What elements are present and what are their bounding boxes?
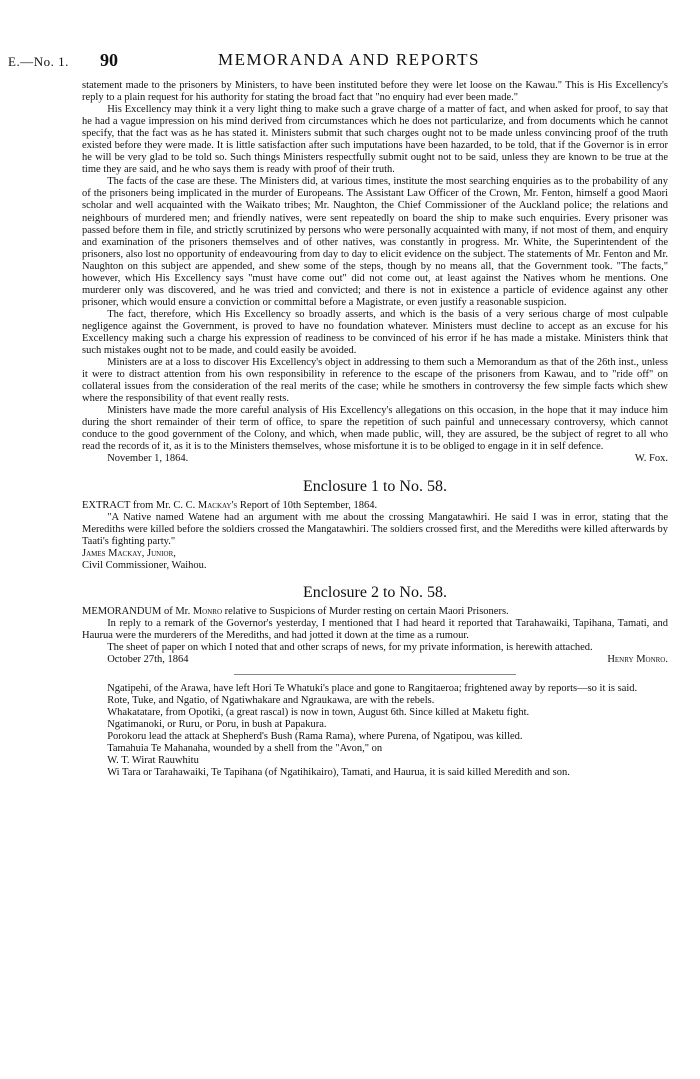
enclosure-1-caption bbox=[82, 500, 668, 512]
section-divider bbox=[234, 674, 515, 675]
note-4: Ngatimanoki, or Ruru, or Poru, in bush at Papakura. bbox=[107, 719, 327, 731]
enclosure-2-signature: Henry Monro. bbox=[607, 653, 668, 665]
memo-paragraph-5: Ministers are at a loss to discover His Excellency's object in addressing to them such a Memorandum as that of the 26th inst., unless it were to distract attention from his own responsibility in reference to the escape of the prisoners from Kawau, and to "ride off" on collateral issues from the consideration of the real merits of the case; while he smothers in controversy the few simple facts which shew where the responsibility of that event really rests. bbox=[82, 357, 668, 405]
caption-text: from Mr. C. C. bbox=[130, 499, 198, 511]
caption-memorandum: MEMORANDUM bbox=[82, 605, 162, 617]
enclosure-2-paragraph-2: The sheet of paper on which I noted that and other scraps of news, for my private information, is herewith attached. bbox=[107, 641, 593, 653]
memo-paragraph-1: statement made to the prisoners by Ministers, to have been instituted before they were let loose on the Kawau." This is His Excellency's reply to a plain request for his authority for stating the broad fact that "no enquiry had ever been made." bbox=[82, 80, 668, 104]
note-8: Wi Tara or Tarahawaiki, Te Tapihana (of Ngatihikairo), Tamati, and Haurua, it is said killed Meredith and son. bbox=[107, 767, 570, 779]
enclosure-1-signature: James Mackay, Junior, bbox=[82, 547, 176, 559]
note-3: Whakatatare, from Opotiki, (a great rascal) is now in town, August 6th. Since killed at Maketu fight. bbox=[107, 707, 530, 719]
caption-text: of Mr. bbox=[161, 605, 193, 617]
ministers-memorandum bbox=[82, 80, 668, 466]
enclosure-1-heading: Enclosure 1 to No. 58. bbox=[303, 477, 447, 495]
memo-signature: W. Fox. bbox=[634, 453, 668, 465]
memo-paragraph-2: His Excellency may think it a very light thing to make such a grave charge of a matter of fact, and when asked for proof, to say that he had a vague impression on his mind derived from circumstances which he does not particularize, and from documents which he cannot specify, that the fact was as he has stated it. Ministers submit that such charges ought not to be made unless convincing proof of the truth existed before they were made. It is little satisfaction after such imputations have been hazarded, to be told, that if the Governor is in error he will be very glad to be told so. Such things Ministers respectfully submit ought not to be said, unless they are known to be true at the time they are said, and he who says them is ready with proof of their truth. bbox=[82, 104, 668, 176]
page-number: 90 bbox=[100, 50, 118, 70]
page-header bbox=[8, 50, 690, 72]
memo-paragraph-4: The fact, therefore, which His Excellency so broadly asserts, and which is the basis of a very serious charge of most culpable negligence against the Government, is proved to have no foundation whatever. Ministers must decline to accept as an excuse for his Excellency making such a charge his expression of readiness to be convinced of his error if he has made a mistake. Ministers think that such mistakes ought not to be made, and could easily be avoided. bbox=[82, 308, 668, 357]
memo-paragraph-6: Ministers have made the more careful analysis of His Excellency's allegations on this occasion, in the hope that it may induce him during the short remainder of their term of office, to spare the repetition of such painful and unnecessary controversy, which cannot conduce to the good government of the Colony, and which, when made public, will, they are assured, be the subject of regret to all who read the records of it, as it is to the Ministers themselves, whose misfortune it is to be obliged to engage in it in self defence. bbox=[82, 405, 668, 453]
caption-author: Monro bbox=[192, 605, 223, 617]
enclosure-1 bbox=[82, 478, 668, 572]
caption-subject: relative to Suspicions of Murder resting on certain Maori Prisoners. bbox=[222, 605, 509, 617]
document-reference: E.—No. 1. bbox=[8, 54, 69, 69]
enclosure-1-text: "A Native named Watene had an argument with me about the crossing Mangatawhiri. He said I was in error, stating that the Merediths were killed before the soldiers crossed the Mangatawhiri. The soldiers crossed first, and the Merediths were killed afterwards by Taati's fighting party." bbox=[82, 511, 668, 547]
memo-closing bbox=[82, 453, 668, 465]
enclosure-1-signature-title: Civil Commissioner, Waihou. bbox=[82, 559, 207, 571]
note-7: W. T. Wirat Rauwhitu bbox=[107, 755, 199, 767]
attached-notes bbox=[82, 683, 668, 779]
enclosure-2-closing bbox=[82, 654, 668, 666]
memo-date: November 1, 1864. bbox=[107, 453, 189, 465]
document-body bbox=[82, 80, 668, 779]
note-6: Tamahuia Te Mahanaha, wounded by a shell from the "Avon," on bbox=[107, 743, 383, 755]
enclosure-2-paragraph-1: In reply to a remark of the Governor's yesterday, I mentioned that I had heard it reported that Tarahawaiki, Tapihana, Tamati, and Haurua were the murderers of the Merediths, and had jotted it down at the time as a rumour. bbox=[82, 617, 668, 641]
enclosure-2-caption bbox=[82, 606, 668, 618]
running-title: MEMORANDA AND REPORTS bbox=[218, 50, 480, 69]
enclosure-2 bbox=[82, 584, 668, 666]
enclosure-2-date: October 27th, 1864 bbox=[107, 653, 189, 665]
enclosure-2-heading: Enclosure 2 to No. 58. bbox=[303, 583, 447, 601]
memo-paragraph-3: The facts of the case are these. The Ministers did, at various times, institute the most searching enquiries as to the probability of any of the prisoners being implicated in the murder of Europeans. The Assistant Law Officer of the Crown, Mr. Fenton, himself a good Maori scholar and well acquainted with the Waikato tribes; Mr. Naughton, the Chief Commissioner of the Auckland police; the relations and neighbours of murdered men; and friendly natives, were sent repeatedly on board the ship to make such enquiries. Every prisoner was passed before them in file, and strictly scrutinized by persons who were personally acquainted with many, if not most of them, and enquiry and examination of the prisoners themselves and of other natives, was constantly in progress. Mr. White, the Superintendent of the prisoners, also lost no opportunity of endeavouring from day to day to elicit evidence on the subject. The statements of Mr. Fenton and Mr. Naughton on this subject are appended, and shew some of the steps, though by no means all, that the Government took. "The facts," however, which His Excellency says "must have come out" did not come out, at least against the Natives whom he mentions. One murderer only was discovered, and he was tried and convicted; and there is not in existence a particle of evidence against any other prisoner, which would ensure a conviction or committal before a Magistrate, or even justify a reasonable suspicion. bbox=[82, 176, 668, 308]
caption-extract: EXTRACT bbox=[82, 499, 131, 511]
caption-author: Mackay's bbox=[197, 499, 238, 511]
note-2: Rote, Tuke, and Ngatio, of Ngatiwhakare and Ngraukawa, are with the rebels. bbox=[107, 695, 435, 707]
note-1: Ngatipehi, of the Arawa, have left Hori Te Whatuki's place and gone to Rangitaeroa; frightened away by reports—so it is said. bbox=[107, 683, 638, 695]
note-5: Porokoru lead the attack at Shepherd's Bush (Rama Rama), where Purena, of Ngatipou, was killed. bbox=[107, 731, 523, 743]
caption-report-date: Report of 10th September, 1864. bbox=[237, 499, 378, 511]
